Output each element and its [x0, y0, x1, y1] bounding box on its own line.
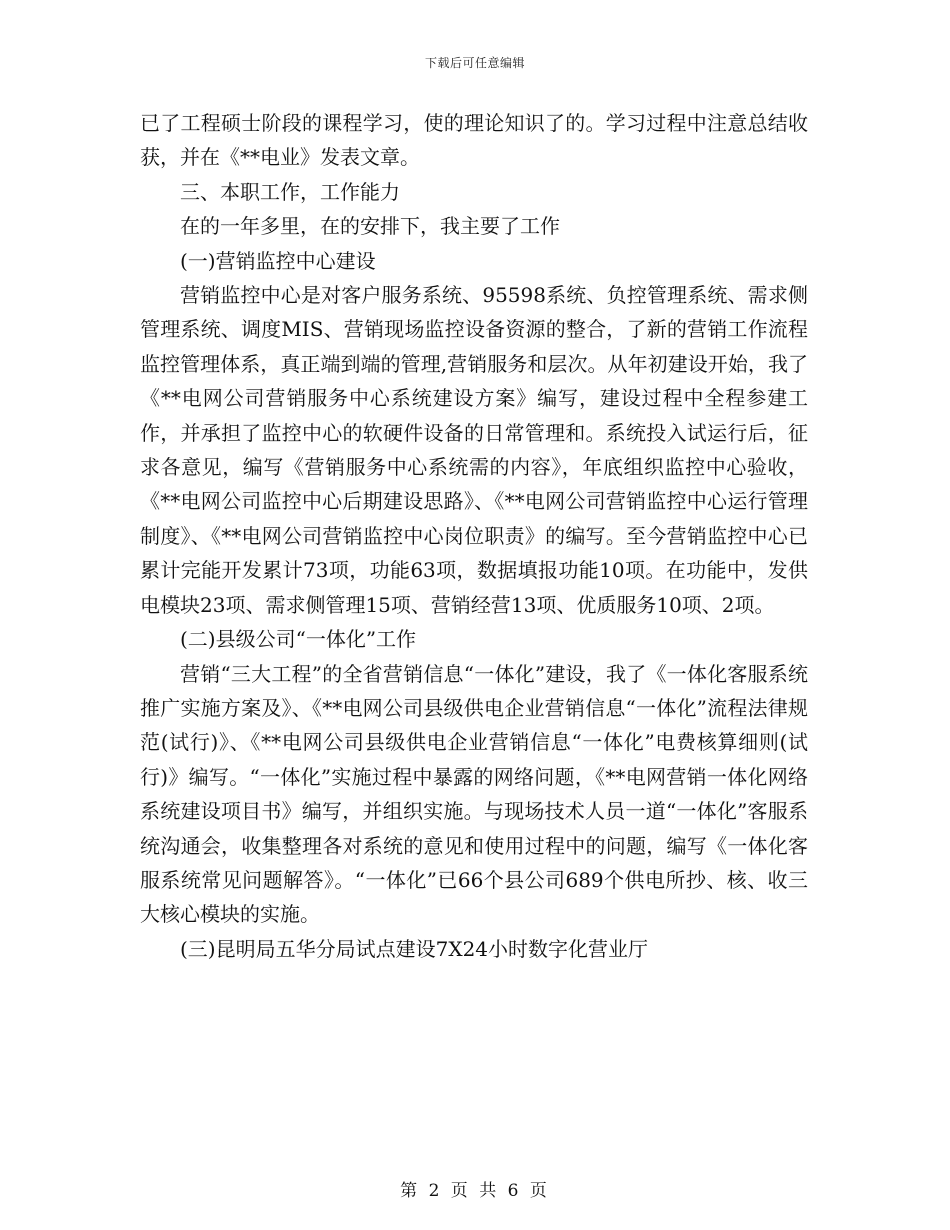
page-header: 下载后可任意编辑 [424, 56, 525, 70]
document-body [140, 106, 808, 966]
subheading-1: (一)营销监控中心建设 [180, 248, 376, 273]
paragraph-summary: 在的一年多里，在的安排下，我主要了工作 [180, 214, 560, 239]
paragraph-monitoring-center: 营销监控中心是对客户服务系统、95598系统、负控管理系统、需求侧管理系统、调度MIS、营销现场监控设备资源的整合，了新的营销工作流程监控管理体系，真正端到端的管理,营销服务和层次。从年初建设开始，我了《**电网公司营销服务中心系统建设方案》编写，建设过程中全程参建工作，并承担了监控中心的软硬件设备的日常管理和。系统投入试运行后，征求各意见，编写《营销服务中心系统需的内容》，年底组织监控中心验收，《**电网公司监控中心后期建设思路》、《**电网公司营销监控中心运行管理制度》、《**电网公司营销监控中心岗位职责》的编写。至今营销监控中心已累计完能开发累计73项，功能63项，数据填报功能10项。在功能中，发供电模块23项、需求侧管理15项、营销经营13项、优质服务10项、2项。 [140, 283, 808, 617]
subheading-3: (三)昆明局五华分局试点建设7X24小时数字化营业厅 [180, 936, 649, 961]
section-heading-3: 三、本职工作，工作能力 [180, 179, 400, 204]
subheading-2: (二)县级公司“一体化”工作 [180, 627, 417, 652]
paragraph-intro: 已了工程硕士阶段的课程学习，使的理论知识了的。学习过程中注意总结收获，并在《**电业》发表文章。 [140, 111, 808, 170]
page-footer: 第 2 页 共 6 页 [400, 1181, 550, 1201]
paragraph-integration: 营销“三大工程”的全省营销信息“一体化”建设，我了《一体化客服系统推广实施方案及》、《**电网公司县级供电企业营销信息“一体化”流程法律规范(试行)》、《**电网公司县级供电企业营销信息“一体化”电费核算细则(试行)》编写。“一体化”实施过程中暴露的网络问题，《**电网营销一体化网络系统建设项目书》编写，并组织实施。与现场技术人员一道“一体化”客服系统沟通会，收集整理各对系统的意见和使用过程中的问题，编写《一体化客服系统常见问题解答》。“一体化”已66个县公司689个供电所抄、核、收三大核心模块的实施。 [140, 661, 808, 927]
